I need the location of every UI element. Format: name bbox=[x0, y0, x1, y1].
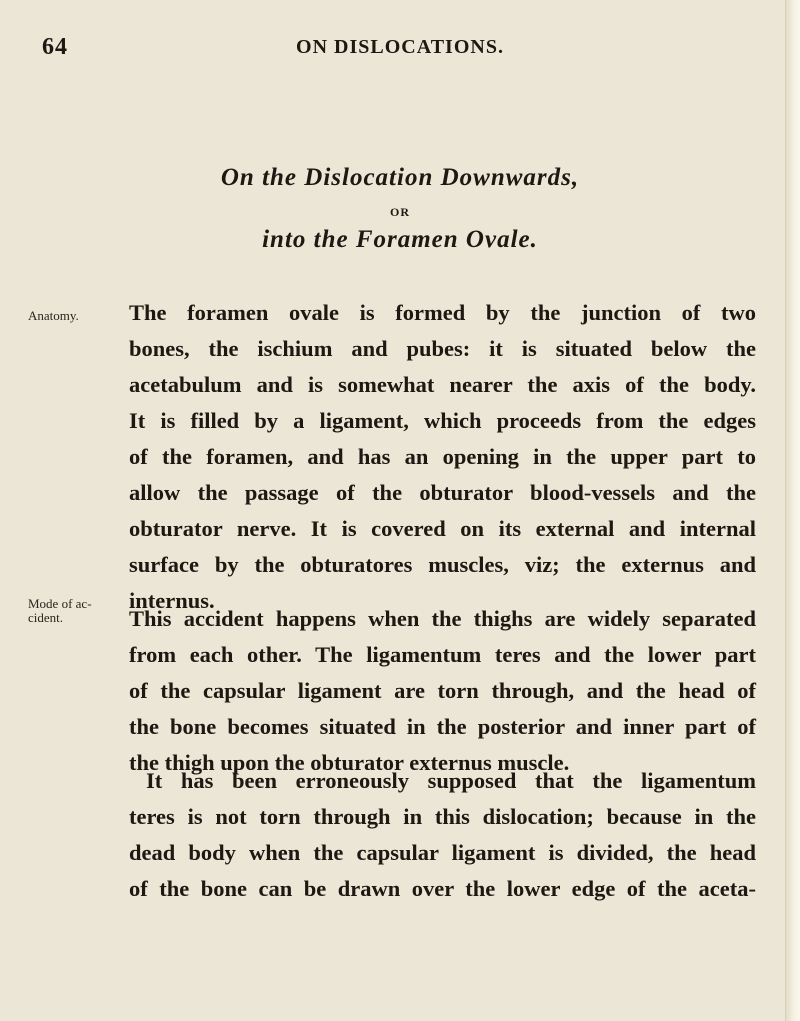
text-line: acetabulum and is somewhat nearer the axis of the body. bbox=[129, 372, 756, 397]
page-edge bbox=[785, 0, 800, 1021]
text-line: obturator nerve. It is covered on its external and internal bbox=[129, 516, 756, 541]
marginal-note-text: Mode of ac- cident. bbox=[28, 596, 92, 625]
marginal-note-anatomy bbox=[28, 309, 124, 323]
paragraph-anatomy bbox=[129, 295, 756, 619]
page-number: 64 bbox=[42, 34, 68, 60]
text-line: This accident happens when the thighs are widely separated bbox=[129, 606, 756, 631]
section-title-line-3: into the Foramen Ovale. bbox=[262, 226, 538, 253]
text-line: of the capsular ligament are torn through, and the head of bbox=[129, 678, 756, 703]
text-line: allow the passage of the obturator blood-vessels and the bbox=[129, 480, 756, 505]
text-line: dead body when the capsular ligament is divided, the head bbox=[129, 840, 756, 865]
text-line: It is filled by a ligament, which proceeds from the edges bbox=[129, 408, 756, 433]
text-line: The foramen ovale is formed by the junction of two bbox=[129, 300, 756, 325]
text-line: internus. bbox=[129, 588, 215, 613]
text-line: of the bone can be drawn over the lower edge of the aceta- bbox=[129, 876, 756, 901]
text-line: surface by the obturatores muscles, viz; the externus and bbox=[129, 552, 756, 577]
running-head: ON DISLOCATIONS. bbox=[296, 36, 504, 58]
text-line: the bone becomes situated in the posterior and inner part of bbox=[129, 714, 756, 739]
section-title-line-2: OR bbox=[390, 205, 410, 219]
page-header bbox=[0, 34, 800, 58]
text-line: from each other. The ligamentum teres and the lower part bbox=[129, 642, 756, 667]
paragraph-mode-of-accident bbox=[129, 601, 756, 781]
paragraph-erroneous-supposition bbox=[129, 763, 756, 907]
text-line: the thigh upon the obturator externus muscle. bbox=[129, 750, 570, 775]
text-line: It has been erroneously supposed that the ligamentum bbox=[146, 768, 756, 793]
section-title-line-1: On the Dislocation Downwards, bbox=[220, 164, 580, 191]
marginal-note-text: Anatomy. bbox=[28, 308, 79, 323]
marginal-note-mode-of-accident bbox=[28, 597, 124, 625]
text-line: bones, the ischium and pubes: it is situated below the bbox=[129, 336, 756, 361]
text-line: of the foramen, and has an opening in the upper part to bbox=[129, 444, 756, 469]
text-line: teres is not torn through in this dislocation; because in the bbox=[129, 804, 756, 829]
